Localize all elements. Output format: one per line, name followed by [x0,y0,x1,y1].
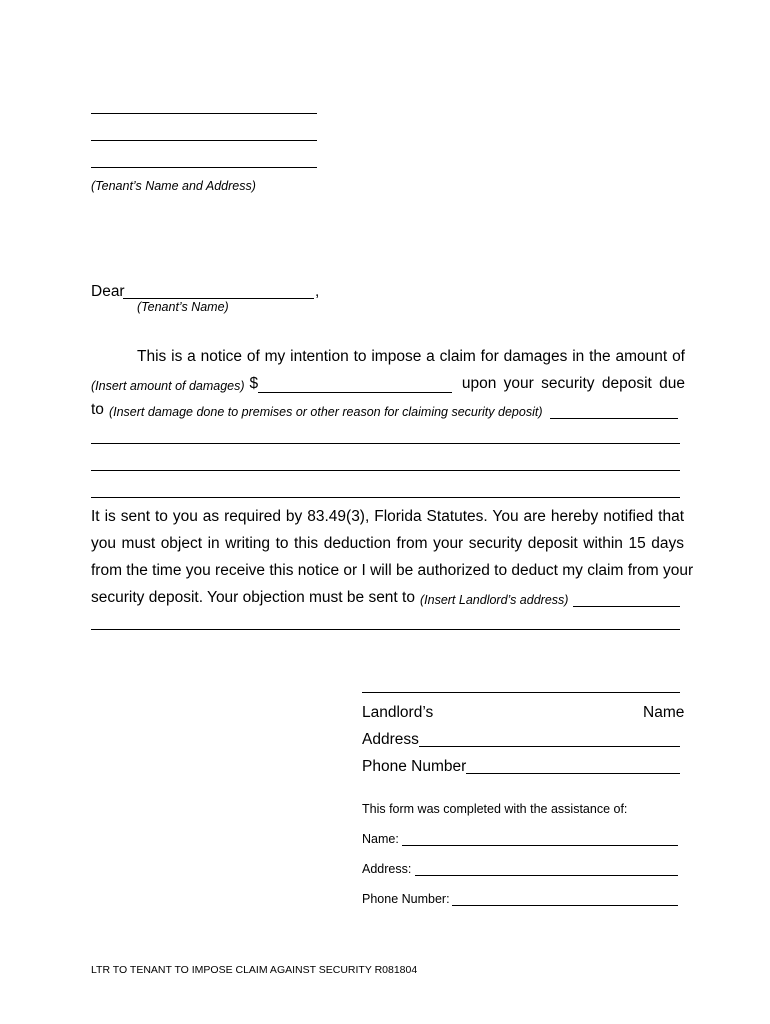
paragraph1-line1-text: This is a notice of my intention to impose a claim for damages in the amount of [137,348,685,365]
landlord-phone-field[interactable] [466,773,680,774]
address-hint: (Insert Landlord’s address) [419,593,569,607]
damage-line-3[interactable] [91,497,680,498]
paragraph2-line1 [91,508,684,526]
damage-line-1[interactable] [91,443,680,444]
landlords-label: Landlord’s [362,704,434,721]
form-id-footer: LTR TO TENANT TO IMPOSE CLAIM AGAINST SECURITY R081804 [91,964,418,976]
landlord-signature-line[interactable] [362,692,680,693]
paragraph1-line1 [137,348,685,366]
assistance-address-label: Address: [362,862,412,876]
tenant-line-2[interactable] [91,140,317,141]
paragraph1-line3 [91,401,680,419]
paragraph1-line2 [91,375,685,393]
assistance-intro: This form was completed with the assistance of: [362,802,628,816]
tenant-caption: (Tenant’s Name and Address) [91,179,256,193]
dollar-sign: $ [249,375,259,392]
damage-hint: (Insert damage done to premises or other reason for claiming security deposit) [108,405,543,419]
paragraph2-line2 [91,535,684,553]
assistance-address-field[interactable] [415,875,678,876]
landlord-address-label: Address [362,731,419,748]
assistance-name-label: Name: [362,832,399,846]
tenant-line-3[interactable] [91,167,317,168]
salutation-comma: , [315,283,320,300]
paragraph2-line4-text: security deposit. Your objection must be sent to [91,589,415,606]
amount-hint: (Insert amount of damages) [91,379,245,393]
paragraph1-line2-tail: upon your security deposit due [461,375,685,392]
damage-line-2[interactable] [91,470,680,471]
landlord-address-line[interactable] [91,629,680,630]
assistance-phone-label: Phone Number: [362,892,450,906]
tenant-name-field[interactable] [123,298,314,299]
landlord-phone-label: Phone Number [362,758,467,775]
salutation-dear: Dear [91,283,125,300]
paragraph2-line3 [91,562,694,580]
tenant-line-1[interactable] [91,113,317,114]
assistance-phone-field[interactable] [452,905,678,906]
landlord-address-field[interactable] [419,746,680,747]
paragraph2-line4 [91,589,680,607]
landlord-address-inline[interactable] [573,590,680,607]
paragraph1-to: to [91,401,104,418]
assistance-name-field[interactable] [402,845,678,846]
tenant-name-caption: (Tenant’s Name) [137,300,229,314]
name-label: Name [643,704,685,721]
paragraph2-line1-text: It is sent to you as required by 83.49(3), Florida Statutes. You are hereby notified that [91,508,684,525]
amount-field[interactable] [258,376,452,393]
paragraph2-line2-text: you must object in writing to this deduction from your security deposit within 15 days [91,535,684,552]
damage-field-inline[interactable] [550,402,678,419]
paragraph2-line3-text: from the time you receive this notice or I will be authorized to deduct my claim from your [91,562,694,579]
